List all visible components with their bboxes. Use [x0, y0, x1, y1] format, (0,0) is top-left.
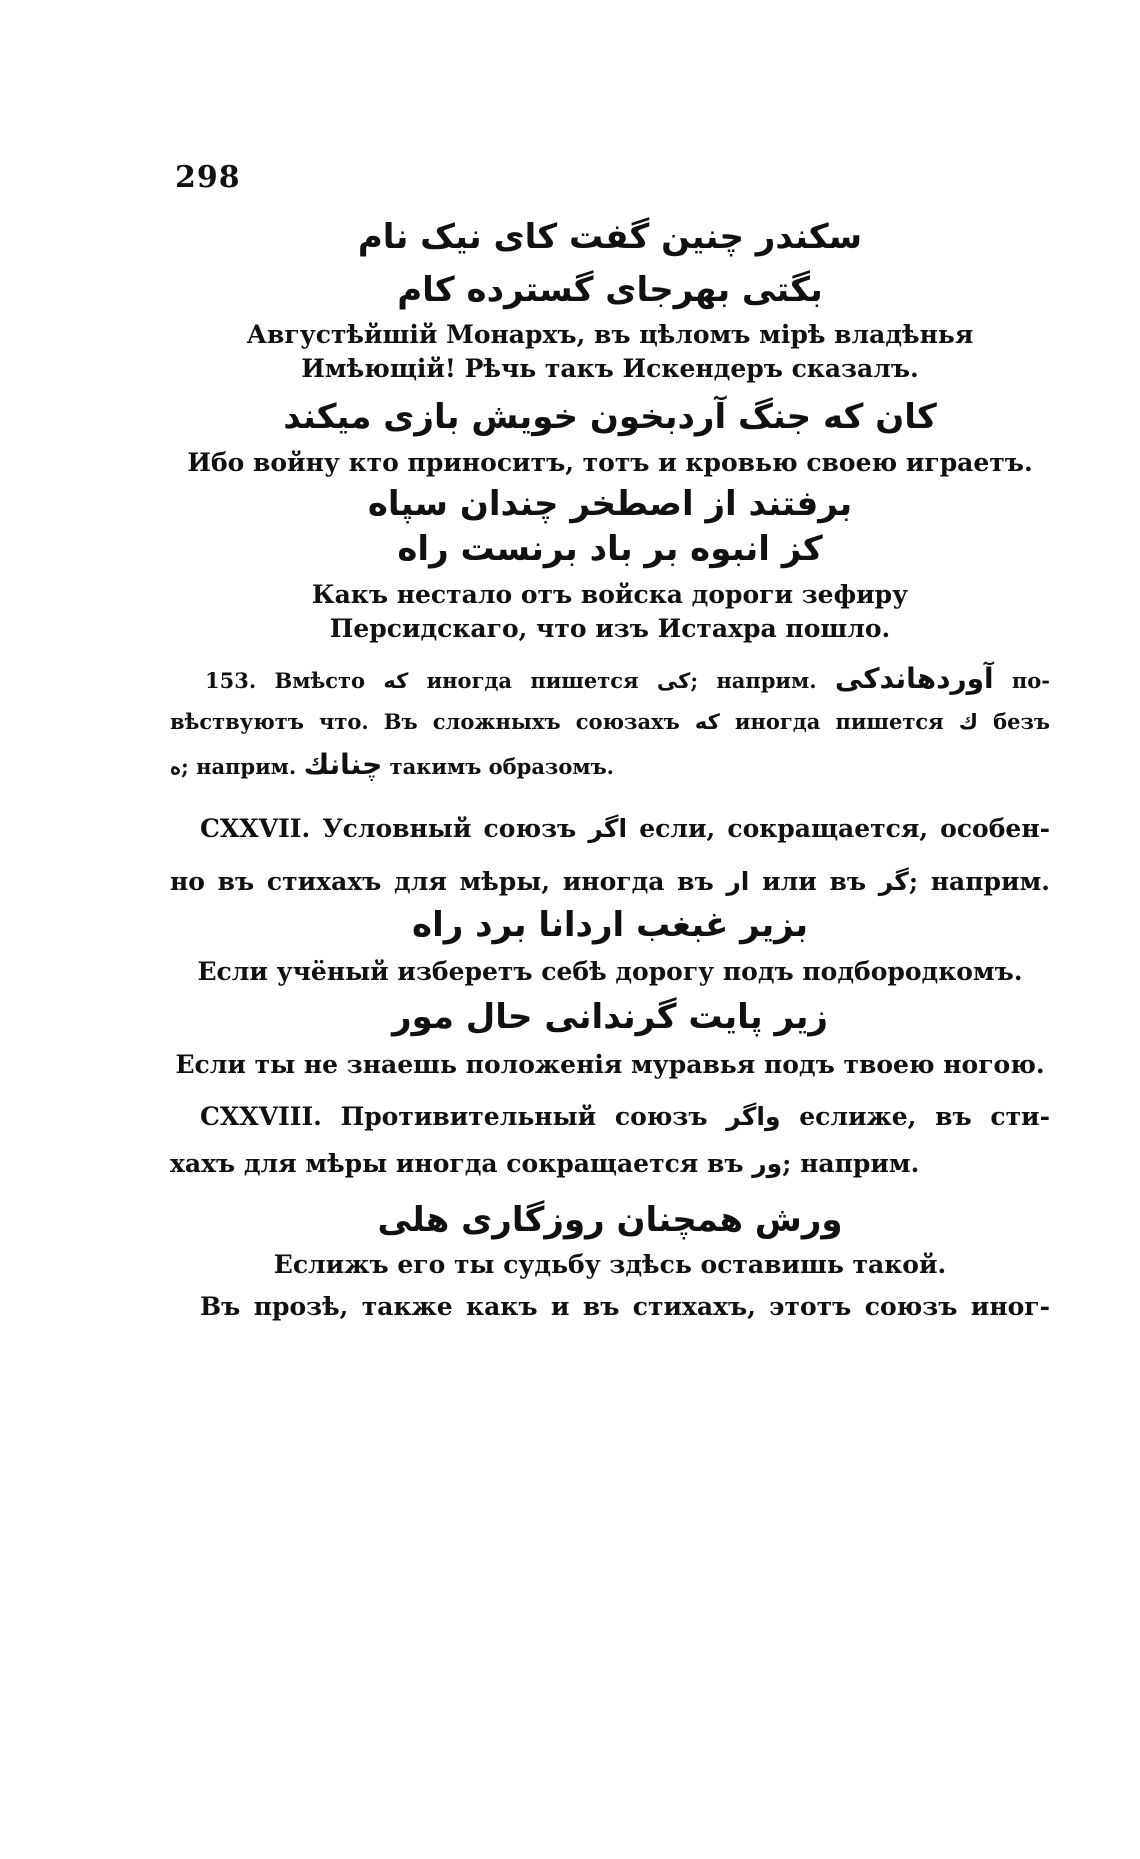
persian-verse-line: برفتند از اصطخر چندان سپاه: [367, 484, 853, 524]
russian-translation-line: Имѣющій! Рѣчь такъ Искендеръ сказалъ.: [301, 354, 919, 383]
russian-translation-line: Ибо войну кто приноситъ, тотъ и кровью своею играетъ.: [187, 448, 1033, 477]
persian-verse-line: بزیر غبغب اردانا برد راه: [412, 905, 808, 945]
persian-verse-line: بگتی بهرجای گسترده کام: [397, 270, 823, 310]
russian-translation-line: Если ты не знаешь положенія муравья подъ твоею ногою.: [175, 1050, 1045, 1079]
persian-verse-line: سکندر چنین گفت کای نیک نام: [357, 217, 863, 257]
paragraph-153-line-2: вѣствуютъ что. Въ сложныхъ союзахъ که иногда пишется ك безъ: [170, 709, 1051, 734]
page-number: 298: [175, 160, 241, 195]
paragraph-153-line-3: ه; наприм. چنانك такимъ образомъ.: [170, 748, 614, 781]
paragraph-153-line-1: 153. Вмѣсто که иногда пишется کی; наприм. آوردهاندکی по-: [205, 662, 1050, 695]
russian-translation-line: Если учёный изберетъ себѣ дорогу подъ подбородкомъ.: [197, 957, 1023, 986]
russian-translation-line: Какъ нестало отъ войска дороги зефиру: [311, 580, 909, 609]
paragraph-128-line-1: CXXVIII. Противительный союзъ واگر еслиже, въ сти-: [200, 1102, 1050, 1131]
persian-verse-line: کان که جنگ آردبخون خویش بازی میکند: [283, 397, 937, 437]
russian-translation-line: Еслижъ его ты судьбу здѣсь оставишь такой.: [273, 1250, 947, 1279]
russian-translation-line: Персидскаго, что изъ Истахра пошло.: [329, 614, 891, 643]
paragraph-128-line-2: хахъ для мѣры иногда сокращается въ ور; наприм.: [170, 1149, 920, 1178]
persian-verse-line: ورش همچنان روزگاری هلی: [377, 1200, 843, 1240]
paragraph-127-line-1: CXXVII. Условный союзъ اگر если, сокращается, особен-: [200, 814, 1050, 843]
paragraph-127-line-2: но въ стихахъ для мѣры, иногда въ ار или въ گر; наприм.: [170, 867, 1050, 896]
body-text-line: Въ прозѣ, также какъ и въ стихахъ, этотъ союзъ иног-: [200, 1292, 1050, 1321]
russian-translation-line: Августѣйшій Монархъ, въ цѣломъ мірѣ владѣнья: [246, 320, 974, 349]
persian-verse-line: کز انبوه بر باد برنست راه: [397, 529, 823, 569]
persian-verse-line: زیر پایت گرندانی حال مور: [392, 997, 828, 1037]
